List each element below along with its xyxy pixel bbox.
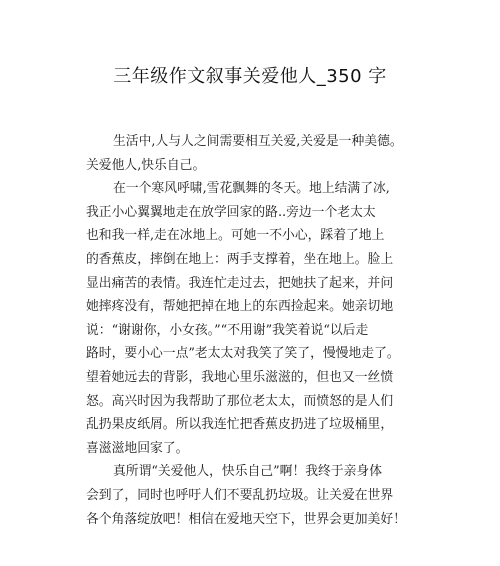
text-line: 在一个寒风呼啸,雪花飘舞的冬天。地上结满了冰, xyxy=(113,181,390,197)
text-line: 喜滋滋地回家了。 xyxy=(86,440,189,456)
text-line: 显出痛苦的表情。我连忙走过去，把她扶了起来，并问 xyxy=(86,275,394,291)
document-title: 三年级作文叙事关爱他人_350 字 xyxy=(113,66,387,87)
text-line: 路时，要小心一点”老太太对我笑了笑了，慢慢地走了。 xyxy=(86,346,400,362)
text-line: 她摔疼没有，帮她把掉在地上的东西捡起来。她亲切地 xyxy=(86,299,394,315)
text-line: 望着她远去的背影，我地心里乐滋滋的，但也又一丝愤 xyxy=(86,369,394,385)
text-line: 也和我一样,走在冰地上。可她一不小心，踩着了地上 xyxy=(86,228,385,244)
text-line: 的香蕉皮，摔倒在地上：两手支撑着，坐在地上。脸上 xyxy=(86,251,394,267)
text-line: 关爱他人,快乐自己。 xyxy=(86,157,206,173)
text-line: 真所谓“关爱他人，快乐自己”啊！我终于亲身体 xyxy=(113,464,383,480)
text-line: 我正小心翼翼地走在放学回家的路..旁边一个老太太 xyxy=(86,204,376,220)
text-line: 说：“谢谢你，小女孩。”“不用谢”我笑着说“以后走 xyxy=(86,322,369,338)
document-body xyxy=(86,130,426,531)
text-line: 各个角落绽放吧！相信在爱地天空下，世界会更加美好！ xyxy=(86,511,406,527)
text-line: 乱扔果皮纸屑。所以我连忙把香蕉皮扔进了垃圾桶里， xyxy=(86,417,394,433)
text-line: 生活中,人与人之间需要相互关爱,关爱是一种美德。 xyxy=(113,134,403,149)
text-line: 会到了，同时也呼吁人们不要乱扔垃圾。让关爱在世界 xyxy=(86,487,394,503)
text-line: 怒。高兴时因为我帮助了那位老太太，而愤怒的是人们 xyxy=(86,393,394,409)
